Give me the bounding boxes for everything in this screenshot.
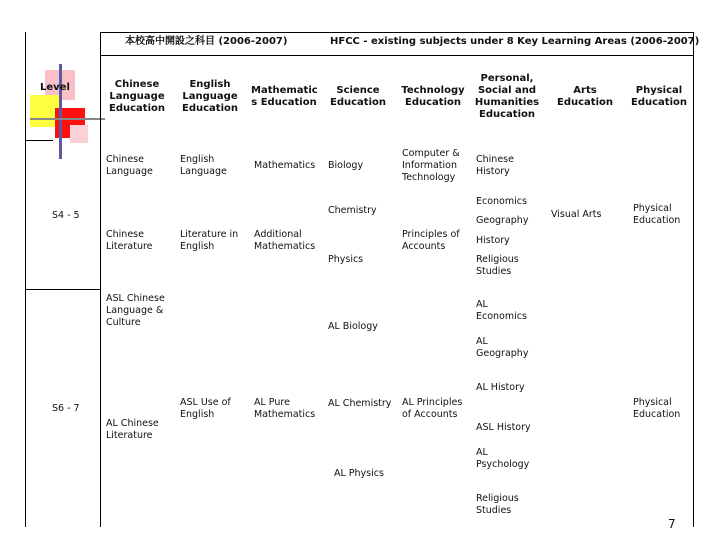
s45-english-1: English Language: [180, 154, 227, 177]
table-line-top: [100, 32, 693, 33]
s67-pshe-1: AL Economics: [476, 299, 527, 322]
s67-pshe-6: Religious Studies: [476, 493, 519, 516]
s45-pshe-5: Religious Studies: [476, 254, 519, 277]
s67-sci-1: AL Biology: [328, 321, 378, 332]
table-line-col1: [100, 32, 101, 527]
s45-pshe-1: Chinese History: [476, 154, 514, 177]
level-s45: S4 - 5: [52, 210, 80, 221]
header-math: Mathematic s Education: [251, 85, 318, 108]
s45-chinese-2: Chinese Literature: [106, 229, 153, 252]
s45-pshe-2: Economics: [476, 196, 527, 207]
header-pshe: Personal, Social and Humanities Education: [474, 73, 540, 120]
table-line-left: [25, 32, 26, 527]
table-line-s45-top: [25, 140, 53, 141]
s67-pshe-4: ASL History: [476, 422, 531, 433]
s45-tech-1: Computer & Information Technology: [402, 148, 460, 183]
page-number: 7: [668, 517, 676, 531]
table-line-s67-top: [25, 289, 100, 290]
s67-math-1: AL Pure Mathematics: [254, 397, 316, 420]
s67-chinese-2: AL Chinese Literature: [106, 418, 159, 441]
title-left: 本校高中開設之科目 (2006-2007): [125, 36, 288, 47]
s67-tech-1: AL Principles of Accounts: [402, 397, 463, 420]
s45-arts-1: Visual Arts: [551, 209, 602, 220]
header-chinese: Chinese Language Education: [109, 79, 165, 114]
header-pe: Physical Education: [631, 85, 687, 108]
s45-sci-1: Biology: [328, 160, 364, 171]
decor-square-pink-2: [70, 125, 88, 143]
table-line-right: [693, 32, 694, 527]
s45-math-2: Additional Mathematics: [254, 229, 316, 252]
s67-english-1: ASL Use of English: [180, 397, 231, 420]
table-line-header-bottom: [100, 55, 693, 56]
s67-sci-3: AL Physics: [334, 468, 384, 479]
s45-sci-3: Physics: [328, 254, 364, 265]
s45-pshe-4: History: [476, 235, 510, 246]
title-right: HFCC - existing subjects under 8 Key Learning Areas (2006-2007): [330, 36, 700, 47]
s67-chinese-1: ASL Chinese Language & Culture: [106, 293, 165, 328]
decor-horizontal-bar: [30, 118, 105, 120]
s67-pshe-5: AL Psychology: [476, 447, 530, 470]
s67-pshe-2: AL Geography: [476, 336, 529, 359]
s45-english-2: Literature in English: [180, 229, 239, 252]
header-science: Science Education: [330, 85, 386, 108]
level-s67: S6 - 7: [52, 403, 80, 414]
s67-pshe-3: AL History: [476, 382, 525, 393]
s45-chinese-1: Chinese Language: [106, 154, 153, 177]
s45-math-1: Mathematics: [254, 160, 316, 171]
header-level: Level: [40, 82, 70, 93]
decor-vertical-bar: [59, 64, 62, 159]
header-technology: Technology Education: [401, 85, 465, 108]
header-english: English Language Education: [182, 79, 238, 114]
s45-tech-2: Principles of Accounts: [402, 229, 460, 252]
s45-pshe-3: Geography: [476, 215, 529, 226]
s67-sci-2: AL Chemistry: [328, 398, 392, 409]
s45-sci-2: Chemistry: [328, 205, 377, 216]
s45-pe-1: Physical Education: [633, 203, 681, 226]
s67-pe-1: Physical Education: [633, 397, 681, 420]
header-arts: Arts Education: [557, 85, 613, 108]
